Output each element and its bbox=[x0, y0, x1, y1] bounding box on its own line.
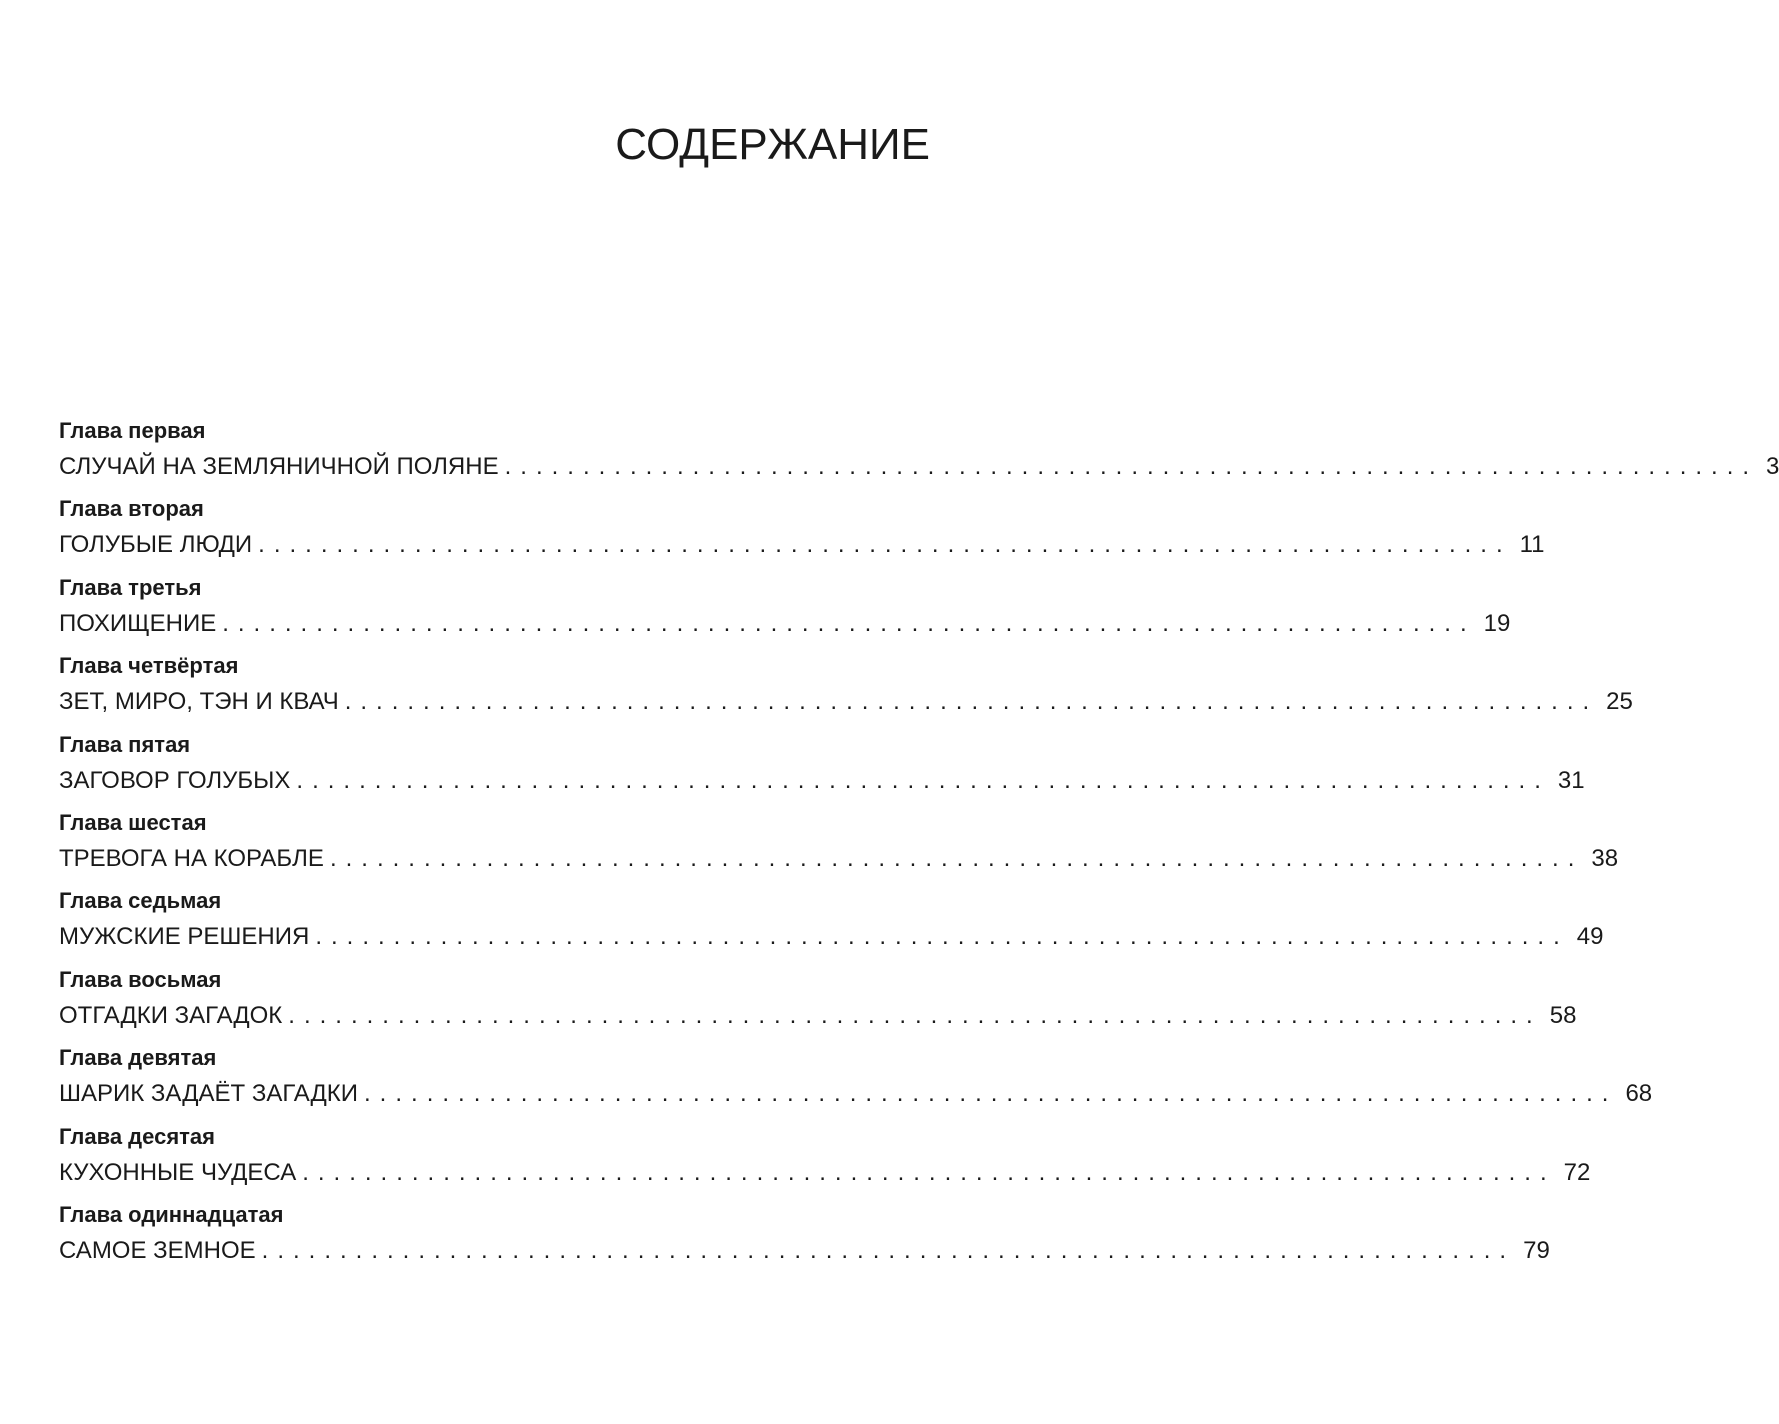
chapter-label: Глава одиннадцатая bbox=[59, 1201, 284, 1227]
chapter-line bbox=[59, 605, 1511, 643]
toc-entry[interactable] bbox=[59, 573, 1511, 651]
page-number: 3 bbox=[1766, 453, 1779, 480]
page-number: 49 bbox=[1576, 923, 1604, 951]
chapter-line bbox=[59, 918, 1604, 956]
page-title: СОДЕРЖАНИЕ bbox=[615, 120, 930, 169]
page-number: 19 bbox=[1483, 609, 1511, 637]
chapter-line bbox=[59, 997, 1577, 1035]
chapter-label: Глава шестая bbox=[59, 809, 207, 835]
chapter-line bbox=[59, 1154, 1591, 1192]
chapter-label: Глава четвёртая bbox=[59, 653, 239, 679]
chapter-line bbox=[59, 762, 1585, 800]
chapter-label: Глава вторая bbox=[59, 496, 204, 522]
chapter-title: САМОЕ ЗЕМНОЕ bbox=[59, 1236, 256, 1264]
page-number: 79 bbox=[1523, 1236, 1550, 1264]
dot-leader: ................................................................................ bbox=[329, 844, 1584, 872]
page-number: 31 bbox=[1557, 766, 1585, 794]
dot-leader: ................................................................................ bbox=[261, 1236, 1516, 1264]
dot-leader: ................................................................................ bbox=[344, 688, 1599, 716]
dot-leader: ................................................................................ bbox=[302, 1158, 1556, 1186]
page-number: 72 bbox=[1563, 1158, 1591, 1186]
chapter-label: Глава десятая bbox=[59, 1123, 215, 1149]
dot-leader: ................................................................................ bbox=[504, 453, 1759, 480]
page-number: 38 bbox=[1591, 844, 1619, 872]
chapter-title: ОТГАДКИ ЗАГАДОК bbox=[59, 1001, 283, 1029]
chapter-label: Глава третья bbox=[59, 574, 202, 600]
chapter-title: КУХОННЫЕ ЧУДЕСА bbox=[59, 1158, 297, 1186]
toc-entry[interactable] bbox=[59, 730, 1585, 808]
chapter-line bbox=[59, 526, 1545, 564]
chapter-line bbox=[59, 840, 1619, 878]
chapter-title: ТРЕВОГА НА КОРАБЛЕ bbox=[59, 844, 324, 872]
toc-entry[interactable] bbox=[59, 651, 1633, 729]
chapter-title: ПОХИЩЕНИЕ bbox=[59, 609, 217, 637]
page-number: 58 bbox=[1549, 1001, 1577, 1029]
toc-entry[interactable] bbox=[59, 1122, 1591, 1200]
chapter-title: МУЖСКИЕ РЕШЕНИЯ bbox=[59, 923, 310, 951]
chapter-line bbox=[59, 448, 1779, 486]
toc-entry[interactable] bbox=[59, 808, 1619, 886]
chapter-line bbox=[59, 1075, 1653, 1113]
toc-entry[interactable] bbox=[59, 1200, 1550, 1278]
toc-entry[interactable] bbox=[59, 416, 1779, 494]
toc-entry[interactable] bbox=[59, 494, 1545, 572]
chapter-label: Глава седьмая bbox=[59, 888, 222, 914]
toc-entry[interactable] bbox=[59, 965, 1577, 1043]
toc-entry[interactable] bbox=[59, 886, 1604, 964]
chapter-label: Глава девятая bbox=[59, 1045, 217, 1071]
chapter-title: ЗЕТ, МИРО, ТЭН И КВАЧ bbox=[59, 688, 339, 716]
chapter-title: СЛУЧАЙ НА ЗЕМЛЯНИЧНОЙ ПОЛЯНЕ bbox=[59, 453, 499, 480]
dot-leader: ................................................................................ bbox=[296, 766, 1550, 794]
chapter-line bbox=[59, 1232, 1550, 1270]
dot-leader: ................................................................................ bbox=[315, 923, 1569, 951]
toc-entry[interactable] bbox=[59, 1043, 1653, 1121]
chapter-line bbox=[59, 683, 1633, 721]
table-of-contents bbox=[59, 416, 1779, 1278]
chapter-title: ЗАГОВОР ГОЛУБЫХ bbox=[59, 766, 291, 794]
chapter-label: Глава первая bbox=[59, 418, 206, 443]
dot-leader: ................................................................................ bbox=[364, 1080, 1618, 1108]
chapter-label: Глава пятая bbox=[59, 731, 191, 757]
page-number: 68 bbox=[1625, 1080, 1653, 1108]
chapter-title: ШАРИК ЗАДАЁТ ЗАГАДКИ bbox=[59, 1080, 359, 1108]
page-number: 25 bbox=[1606, 688, 1633, 716]
page-number: 11 bbox=[1519, 531, 1545, 559]
dot-leader: ................................................................................ bbox=[258, 531, 1512, 559]
chapter-title: ГОЛУБЫЕ ЛЮДИ bbox=[59, 531, 253, 559]
dot-leader: ................................................................................ bbox=[288, 1001, 1542, 1029]
chapter-label: Глава восьмая bbox=[59, 966, 222, 992]
dot-leader: ................................................................................ bbox=[222, 609, 1476, 637]
